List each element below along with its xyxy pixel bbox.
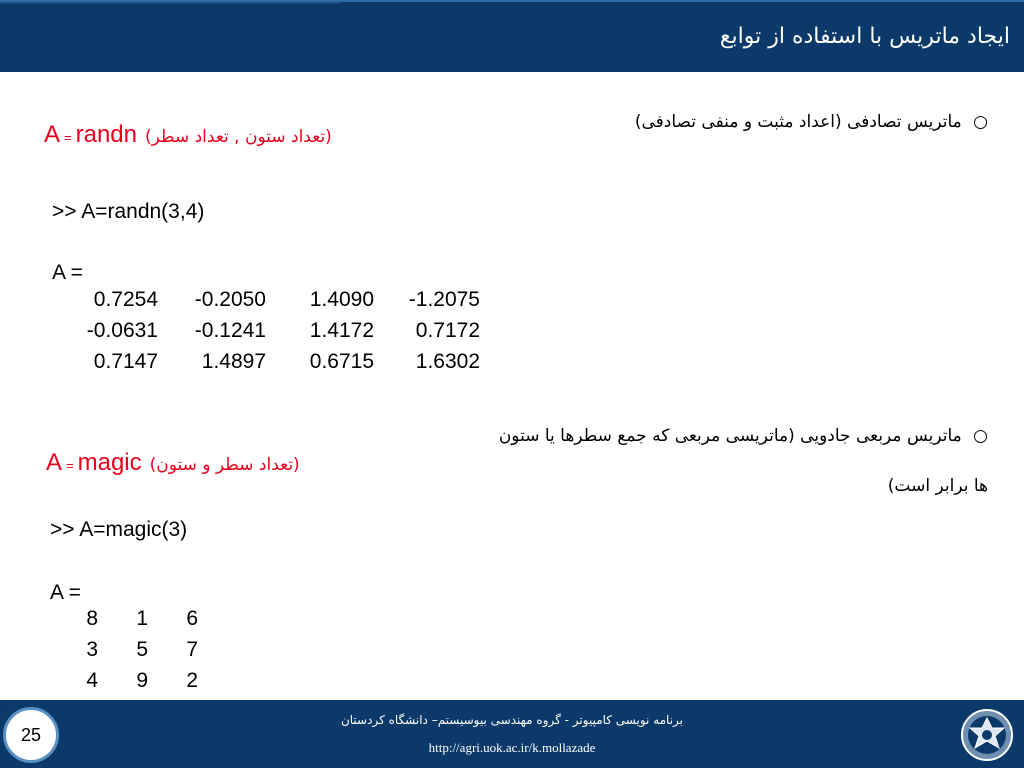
university-logo-icon <box>960 708 1014 762</box>
matrix-cell: 8 <box>86 607 98 630</box>
magic-result-label: A = <box>50 581 81 604</box>
slide-title: ایجاد ماتریس با استفاده از توابع <box>719 24 1010 49</box>
formula-args: (تعداد ستون , تعداد سطر) <box>145 127 332 147</box>
formula-equals: = <box>66 458 74 473</box>
matrix-cell: 1.4090 <box>309 288 374 311</box>
formula-args: (تعداد سطر و ستون) <box>149 455 300 475</box>
magic-formula <box>46 449 300 477</box>
randn-bullet <box>635 112 988 132</box>
randn-result-label: A = <box>52 261 83 284</box>
magic-command: >> A=magic(3) <box>50 518 188 541</box>
matrix-cell: 0.7254 <box>93 288 158 311</box>
footer-url[interactable]: http://agri.uok.ac.ir/k.mollazade <box>428 740 596 755</box>
page-number: 25 <box>3 707 59 763</box>
matrix-cell: 2 <box>186 669 198 692</box>
matrix-cell: 5 <box>136 638 148 661</box>
magic-bullet <box>499 426 988 446</box>
magic-description-line1: ماتریس مربعی جادویی (ماتریسی مربعی که جمع سطرها یا ستون <box>498 426 962 446</box>
matrix-cell: 3 <box>86 638 98 661</box>
matrix-cell: -0.2050 <box>194 288 266 311</box>
slide-header <box>0 0 1024 72</box>
formula-lhs: A <box>44 121 61 148</box>
formula-function: magic <box>77 449 142 476</box>
header-accent-line <box>0 2 340 4</box>
footer-course-title: برنامه نویسی کامپیوتر - گروه مهندسی بیوسیستم– دانشگاه کردستان <box>340 713 684 727</box>
matrix-cell: 1.4172 <box>309 319 374 342</box>
randn-description: ماتریس تصادفی (اعداد مثبت و منفی تصادفی) <box>634 112 962 132</box>
matrix-cell: -1.2075 <box>408 288 480 311</box>
magic-description-line2: ها برابر است) <box>887 476 988 496</box>
matrix-cell: 7 <box>186 638 198 661</box>
matrix-cell: 0.7147 <box>93 350 158 373</box>
bullet-circle-icon: ○ <box>973 112 988 132</box>
slide-footer <box>0 700 1024 768</box>
matrix-cell: 0.7172 <box>415 319 480 342</box>
matrix-cell: 6 <box>186 607 198 630</box>
matrix-cell: -0.1241 <box>194 319 266 342</box>
matrix-cell: 1.4897 <box>201 350 266 373</box>
matrix-cell: -0.0631 <box>86 319 158 342</box>
matrix-cell: 1.6302 <box>415 350 480 373</box>
matrix-cell: 4 <box>86 669 98 692</box>
matrix-cell: 0.6715 <box>309 350 374 373</box>
formula-equals: = <box>64 130 72 145</box>
randn-formula <box>44 121 332 149</box>
matrix-cell: 9 <box>136 669 148 692</box>
formula-lhs: A <box>46 449 63 476</box>
bullet-circle-icon: ○ <box>973 426 988 446</box>
formula-function: randn <box>75 121 137 148</box>
randn-command: >> A=randn(3,4) <box>52 200 205 223</box>
matrix-cell: 1 <box>136 607 148 630</box>
